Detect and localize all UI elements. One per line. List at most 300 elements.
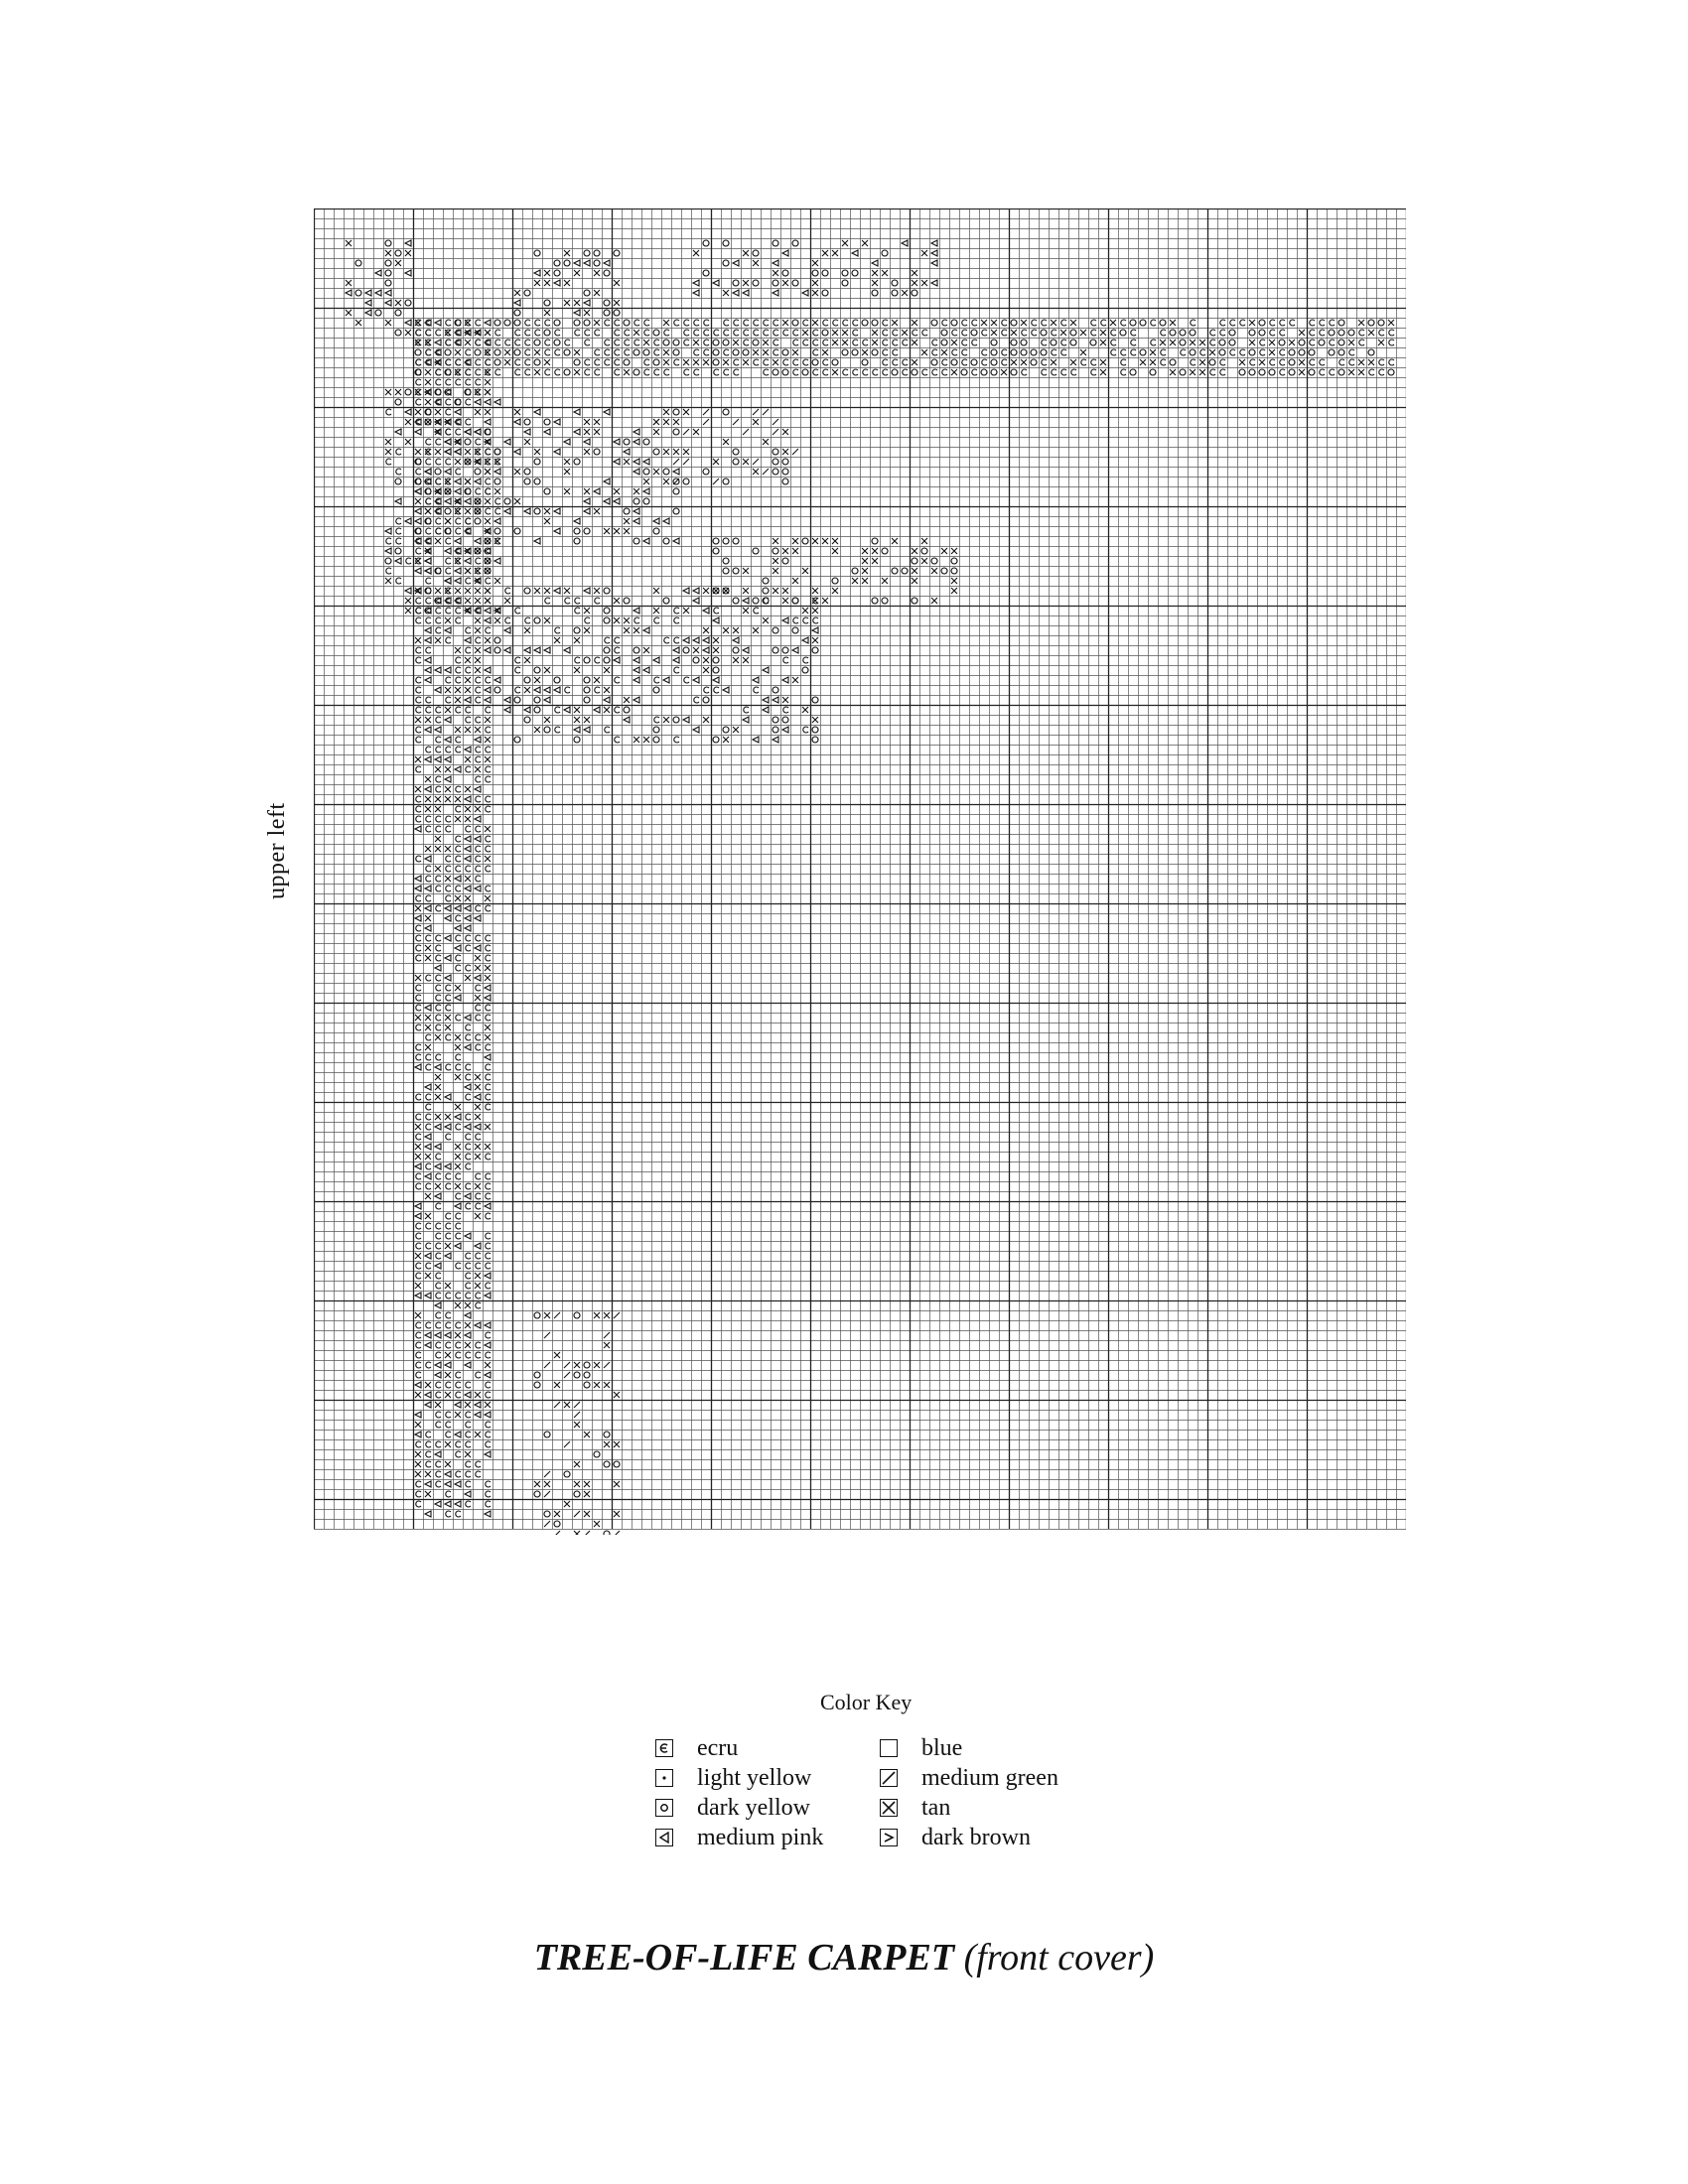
stitch-mark xyxy=(446,320,451,326)
stitch-mark xyxy=(684,340,689,345)
stitch-mark xyxy=(446,1312,451,1318)
stitch-mark xyxy=(456,955,461,961)
stitch-mark xyxy=(504,320,510,326)
key-label: light yellow xyxy=(697,1764,812,1791)
stitch-mark xyxy=(594,449,600,455)
stitch-mark xyxy=(723,538,729,544)
stitch-mark xyxy=(912,598,917,604)
stitch-mark xyxy=(594,677,600,683)
stitch-mark xyxy=(713,617,719,623)
stitch-mark xyxy=(1219,349,1225,355)
stitch-mark xyxy=(673,340,679,345)
stitch-mark xyxy=(534,1312,540,1318)
stitch-mark xyxy=(355,260,361,266)
stitch-mark xyxy=(385,270,391,276)
stitch-mark xyxy=(773,369,778,375)
stitch-mark xyxy=(455,1481,461,1487)
stitch-mark xyxy=(773,588,778,594)
stitch-mark xyxy=(385,260,391,266)
stitch-mark xyxy=(416,895,421,901)
stitch-mark xyxy=(475,816,481,822)
stitch-mark xyxy=(604,270,610,276)
stitch-mark xyxy=(456,806,461,812)
stitch-mark xyxy=(416,598,421,604)
stitch-mark xyxy=(1021,320,1027,326)
stitch-mark xyxy=(436,935,441,941)
stitch-mark xyxy=(1379,369,1384,375)
stitch-mark xyxy=(416,1005,421,1011)
stitch-mark xyxy=(1379,359,1384,365)
stitch-mark xyxy=(466,945,471,951)
stitch-mark xyxy=(465,498,471,504)
stitch-mark xyxy=(1299,369,1305,375)
stitch-mark xyxy=(485,856,491,862)
stitch-mark xyxy=(1389,359,1394,365)
stitch-mark xyxy=(445,508,451,514)
stitch-mark xyxy=(524,439,530,445)
stitch-mark xyxy=(1229,340,1235,345)
stitch-mark xyxy=(753,598,759,604)
stitch-mark xyxy=(475,538,481,544)
stitch-mark xyxy=(456,846,461,852)
stitch-mark xyxy=(415,1064,421,1070)
stitch-mark xyxy=(823,369,828,375)
stitch-mark xyxy=(436,330,441,336)
stitch-mark xyxy=(574,1422,580,1428)
stitch-mark xyxy=(793,340,798,345)
stitch-mark xyxy=(555,707,560,713)
stitch-mark xyxy=(1100,369,1106,375)
stitch-mark xyxy=(486,508,491,514)
stitch-mark xyxy=(476,379,481,385)
stitch-mark xyxy=(515,369,520,375)
stitch-mark xyxy=(425,657,431,663)
stitch-mark xyxy=(673,508,679,514)
stitch-mark xyxy=(982,349,987,355)
stitch-mark xyxy=(436,1233,441,1239)
stitch-mark xyxy=(436,1273,441,1279)
stitch-mark xyxy=(435,1362,441,1368)
stitch-mark xyxy=(426,1064,431,1070)
stitch-mark xyxy=(951,369,957,375)
stitch-mark xyxy=(524,508,530,514)
stitch-mark xyxy=(803,617,808,623)
stitch-mark xyxy=(893,349,898,355)
stitch-mark xyxy=(456,707,461,713)
stitch-mark xyxy=(486,1422,491,1428)
stitch-mark xyxy=(435,1451,441,1457)
stitch-mark xyxy=(436,439,441,445)
stitch-mark xyxy=(594,1312,600,1318)
stitch-mark xyxy=(743,568,749,574)
stitch-mark xyxy=(921,280,927,286)
stitch-mark xyxy=(703,359,709,365)
stitch-mark xyxy=(1358,369,1364,375)
stitch-mark xyxy=(435,1263,441,1269)
stitch-mark xyxy=(782,677,788,683)
stitch-mark xyxy=(624,439,630,445)
stitch-mark xyxy=(486,1005,491,1011)
stitch-mark xyxy=(486,935,491,941)
stitch-mark xyxy=(883,369,888,375)
stitch-mark xyxy=(436,1024,441,1030)
stitch-mark xyxy=(425,1481,431,1487)
stitch-mark xyxy=(466,369,471,375)
stitch-mark xyxy=(555,627,560,633)
stitch-mark xyxy=(872,290,878,296)
stitch-mark xyxy=(564,1441,570,1447)
stitch-mark xyxy=(574,737,580,743)
stitch-mark xyxy=(703,469,709,475)
stitch-mark xyxy=(584,627,590,633)
stitch-mark xyxy=(475,647,481,653)
stitch-mark xyxy=(1100,330,1106,336)
stitch-mark xyxy=(466,1293,471,1298)
stitch-mark xyxy=(733,568,739,574)
stitch-mark xyxy=(783,330,788,336)
stitch-mark xyxy=(485,1362,491,1368)
stitch-mark xyxy=(455,449,461,455)
stitch-mark xyxy=(445,1114,451,1120)
stitch-mark xyxy=(416,369,421,375)
stitch-mark xyxy=(782,617,788,623)
stitch-mark xyxy=(445,1372,451,1378)
stitch-mark xyxy=(455,1044,461,1050)
stitch-mark xyxy=(1290,320,1295,326)
stitch-mark xyxy=(673,647,679,653)
stitch-mark xyxy=(723,558,729,564)
stitch-mark xyxy=(514,290,520,296)
stitch-mark xyxy=(1269,369,1275,375)
stitch-mark xyxy=(673,459,679,465)
stitch-mark xyxy=(476,1203,481,1209)
stitch-mark xyxy=(436,707,441,713)
stitch-mark xyxy=(486,1015,491,1021)
stitch-mark xyxy=(942,369,947,375)
stitch-mark xyxy=(445,846,451,852)
stitch-mark xyxy=(456,935,461,941)
stitch-mark xyxy=(653,518,659,524)
title-main: TREE-OF-LIFE CARPET xyxy=(533,1937,955,1979)
stitch-mark xyxy=(426,1461,431,1467)
stitch-mark xyxy=(952,349,957,355)
stitch-mark xyxy=(475,667,481,673)
stitch-mark xyxy=(673,657,679,663)
stitch-mark xyxy=(554,528,560,534)
stitch-mark xyxy=(486,727,491,733)
stitch-mark xyxy=(574,667,580,673)
stitch-mark xyxy=(971,330,977,336)
stitch-mark xyxy=(514,320,520,326)
stitch-mark xyxy=(445,1015,451,1021)
stitch-mark xyxy=(932,369,937,375)
stitch-mark xyxy=(386,568,391,574)
stitch-mark xyxy=(466,1501,471,1507)
stitch-mark xyxy=(445,935,451,941)
stitch-mark xyxy=(643,538,649,544)
stitch-mark xyxy=(962,349,967,355)
stitch-mark xyxy=(733,627,739,633)
stitch-mark xyxy=(1042,320,1047,326)
stitch-mark xyxy=(446,856,451,862)
stitch-mark xyxy=(456,1342,461,1348)
stitch-mark xyxy=(872,548,878,554)
stitch-mark xyxy=(605,637,610,643)
stitch-mark xyxy=(416,1044,421,1050)
stitch-mark xyxy=(724,369,729,375)
stitch-mark xyxy=(465,478,471,484)
stitch-mark xyxy=(1120,330,1126,336)
stitch-mark xyxy=(575,608,580,614)
stitch-mark xyxy=(1111,330,1116,336)
stitch-mark xyxy=(1330,320,1335,326)
stitch-mark xyxy=(544,727,550,733)
stitch-mark xyxy=(1011,320,1017,326)
stitch-mark xyxy=(416,737,421,743)
stitch-mark xyxy=(852,578,858,584)
stitch-mark xyxy=(456,608,461,614)
stitch-mark xyxy=(514,300,520,306)
stitch-mark xyxy=(594,707,600,713)
stitch-mark xyxy=(693,280,699,286)
stitch-mark xyxy=(416,1332,421,1338)
stitch-mark xyxy=(436,1481,441,1487)
stitch-mark xyxy=(574,300,580,306)
stitch-mark xyxy=(782,478,788,484)
stitch-mark xyxy=(1191,359,1196,365)
stitch-mark xyxy=(476,717,481,723)
stitch-mark xyxy=(713,478,719,484)
stitch-mark xyxy=(604,498,610,504)
stitch-mark xyxy=(822,250,828,256)
stitch-mark xyxy=(465,876,471,882)
stitch-mark xyxy=(504,598,510,604)
stitch-mark xyxy=(931,568,937,574)
stitch-mark xyxy=(475,1183,481,1189)
stitch-mark xyxy=(436,1461,441,1467)
stitch-mark xyxy=(465,1402,471,1408)
stitch-mark xyxy=(416,985,421,991)
stitch-mark xyxy=(733,349,739,355)
stitch-mark xyxy=(466,349,471,355)
stitch-mark xyxy=(604,409,610,415)
stitch-mark xyxy=(426,598,431,604)
stitch-mark xyxy=(604,1382,610,1388)
stitch-mark xyxy=(624,359,630,365)
stitch-mark xyxy=(416,697,421,703)
stitch-mark xyxy=(476,1461,481,1467)
stitch-mark xyxy=(466,866,471,872)
stitch-mark xyxy=(514,697,520,703)
stitch-mark xyxy=(813,340,818,345)
stitch-mark xyxy=(803,320,808,326)
stitch-mark xyxy=(1160,340,1166,345)
stitch-mark xyxy=(653,528,659,534)
stitch-mark xyxy=(445,627,451,633)
stitch-mark xyxy=(714,608,719,614)
stitch-mark xyxy=(455,538,461,544)
stitch-mark xyxy=(584,508,590,514)
stitch-mark xyxy=(435,796,441,802)
stitch-mark xyxy=(822,538,828,544)
stitch-mark xyxy=(1180,369,1186,375)
stitch-mark xyxy=(604,300,610,306)
stitch-mark xyxy=(1130,320,1136,326)
stitch-mark xyxy=(605,320,610,326)
stitch-mark xyxy=(713,459,719,465)
stitch-mark xyxy=(425,1293,431,1298)
stitch-mark xyxy=(425,1213,431,1219)
stitch-mark xyxy=(604,1362,610,1368)
stitch-mark xyxy=(435,687,441,693)
stitch-mark xyxy=(633,647,639,653)
stitch-mark xyxy=(743,349,749,355)
stitch-mark xyxy=(693,340,699,345)
stitch-mark xyxy=(415,518,421,524)
stitch-mark xyxy=(644,330,649,336)
stitch-mark xyxy=(792,627,798,633)
stitch-mark xyxy=(445,667,451,673)
stitch-mark xyxy=(1348,369,1354,375)
stitch-mark xyxy=(485,1034,491,1040)
stitch-mark xyxy=(445,469,451,475)
stitch-mark xyxy=(416,806,421,812)
stitch-mark xyxy=(564,647,570,653)
stitch-mark xyxy=(426,876,431,882)
stitch-mark xyxy=(1051,359,1056,365)
stitch-mark xyxy=(544,1521,550,1527)
stitch-mark xyxy=(486,1243,491,1249)
stitch-mark xyxy=(466,1094,471,1100)
stitch-mark xyxy=(624,508,630,514)
stitch-mark xyxy=(436,1054,441,1060)
stitch-mark xyxy=(416,1501,421,1507)
stitch-mark xyxy=(554,1521,560,1527)
stitch-mark xyxy=(803,727,808,733)
stitch-mark xyxy=(534,1372,540,1378)
stitch-mark xyxy=(883,349,888,355)
stitch-mark xyxy=(575,330,580,336)
stitch-mark xyxy=(415,429,421,435)
stitch-mark xyxy=(1001,369,1007,375)
stitch-mark xyxy=(544,588,550,594)
stitch-mark xyxy=(425,1273,431,1279)
stitch-mark xyxy=(544,300,550,306)
stitch-mark xyxy=(445,1024,451,1030)
stitch-mark xyxy=(415,1203,421,1209)
stitch-mark xyxy=(604,667,610,673)
stitch-mark xyxy=(436,816,441,822)
stitch-mark xyxy=(792,240,798,246)
stitch-mark xyxy=(466,1412,471,1418)
stitch-mark xyxy=(445,578,451,584)
stitch-mark xyxy=(614,1481,620,1487)
stitch-mark xyxy=(744,707,749,713)
stitch-mark xyxy=(931,280,937,286)
stitch-mark xyxy=(912,558,917,564)
stitch-mark xyxy=(436,379,441,385)
v-symbol-icon xyxy=(880,1829,898,1846)
title-sub: (front cover) xyxy=(963,1937,1155,1979)
stitch-mark xyxy=(435,1193,441,1199)
stitch-mark xyxy=(643,737,649,743)
stitch-mark xyxy=(524,687,530,693)
stitch-mark xyxy=(564,349,570,355)
stitch-mark xyxy=(456,786,461,792)
stitch-mark xyxy=(584,488,590,494)
stitch-mark xyxy=(812,260,818,266)
stitch-mark xyxy=(475,806,481,812)
stitch-mark xyxy=(1011,359,1017,365)
stitch-mark xyxy=(405,389,411,395)
stitch-mark xyxy=(564,707,570,713)
stitch-mark xyxy=(574,1531,580,1535)
stitch-mark xyxy=(554,1382,560,1388)
stitch-mark xyxy=(782,647,788,653)
stitch-mark xyxy=(504,439,510,445)
stitch-mark xyxy=(862,578,868,584)
stitch-mark xyxy=(693,598,699,604)
stitch-mark xyxy=(485,469,491,475)
stitch-mark xyxy=(743,290,749,296)
stitch-mark xyxy=(693,359,699,365)
key-label: tan xyxy=(921,1794,951,1821)
stitch-mark xyxy=(485,1451,491,1457)
stitch-mark xyxy=(436,747,441,752)
stitch-mark xyxy=(1199,369,1205,375)
stitch-mark xyxy=(415,409,421,415)
stitch-mark xyxy=(456,886,461,891)
stitch-mark xyxy=(595,687,600,693)
stitch-mark xyxy=(514,409,520,415)
stitch-mark xyxy=(674,359,679,365)
stitch-mark xyxy=(872,349,878,355)
stitch-mark xyxy=(514,498,520,504)
stitch-mark xyxy=(773,270,778,276)
stitch-mark xyxy=(842,240,848,246)
stitch-mark xyxy=(435,1064,441,1070)
stitch-mark xyxy=(465,598,471,604)
stitch-mark xyxy=(1289,349,1295,355)
stitch-mark xyxy=(436,905,441,911)
stitch-mark xyxy=(703,240,709,246)
stitch-mark xyxy=(385,320,391,326)
stitch-mark xyxy=(633,737,639,743)
stitch-mark xyxy=(446,359,451,365)
stitch-mark xyxy=(694,697,699,703)
stitch-mark xyxy=(425,637,431,643)
stitch-mark xyxy=(436,995,441,1001)
stitch-mark xyxy=(524,478,530,484)
stitch-mark xyxy=(703,647,709,653)
stitch-mark xyxy=(446,429,451,435)
stitch-mark xyxy=(446,558,451,564)
stitch-mark xyxy=(466,419,471,425)
stitch-mark xyxy=(446,637,451,643)
stitch-mark xyxy=(763,469,769,475)
stitch-mark xyxy=(793,369,798,375)
stitch-mark xyxy=(723,687,729,693)
stitch-mark xyxy=(446,1064,451,1070)
stitch-mark xyxy=(475,1084,481,1090)
stitch-mark xyxy=(426,1104,431,1110)
stitch-mark xyxy=(446,697,451,703)
stitch-mark xyxy=(744,330,749,336)
stitch-mark xyxy=(713,588,719,594)
stitch-mark xyxy=(416,1273,421,1279)
stitch-mark xyxy=(1279,340,1285,345)
stitch-mark xyxy=(713,359,719,365)
